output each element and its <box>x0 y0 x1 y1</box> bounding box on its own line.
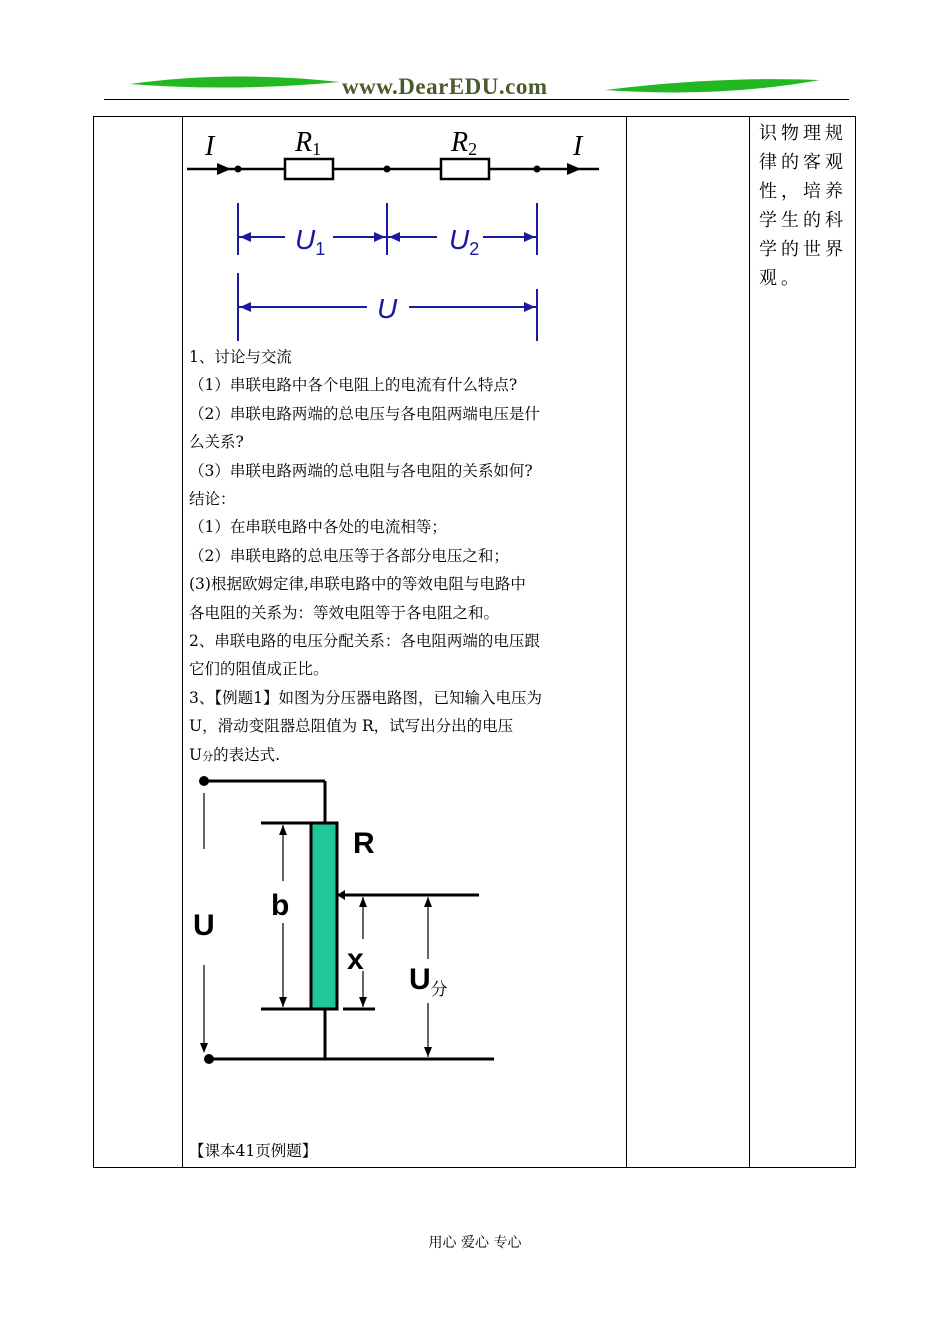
textbook-reference: 【课本41页例题】 <box>189 1142 318 1160</box>
section3-line3: U分的表达式. <box>189 745 281 764</box>
label-u: U <box>193 909 215 942</box>
question-2-line1: （2）串联电路两端的总电压与各电阻两端电压是什 <box>189 404 540 423</box>
input-terminal-top <box>199 776 209 786</box>
node-a <box>235 166 242 173</box>
conclusion-title: 结论： <box>189 490 236 509</box>
side-note-cell <box>750 117 856 1168</box>
x-arrowhead-down-icon <box>359 997 367 1007</box>
section1-title: 1、讨论与交流 <box>189 348 292 366</box>
question-3: （3）串联电路两端的总电阻与各电阻的关系如何? <box>189 461 533 480</box>
blank-left-cell <box>94 117 183 1168</box>
section3-line2: U，滑动变阻器总阻值为 R，试写出分出的电压 <box>189 717 514 736</box>
left-swoosh-icon <box>130 76 340 87</box>
side-note-text: 识物理规律的客观性，培养学生的科学的世界观。 <box>759 123 847 289</box>
current-label-right: I <box>573 131 583 162</box>
right-swoosh-icon <box>605 79 820 92</box>
conclusion-2: （2）串联电路的总电压等于各部分电压之和； <box>189 546 509 565</box>
uout-arrowhead-down-icon <box>424 1047 432 1057</box>
r1-label: R1 <box>295 127 322 159</box>
u2-arrowhead-right-icon <box>524 232 535 242</box>
section2-line2: 它们的阻值成正比。 <box>189 660 329 679</box>
u1-arrowhead-left-icon <box>240 232 251 242</box>
voltage-divider-diagram <box>187 769 507 1069</box>
node-b <box>384 166 391 173</box>
u1-label: $U_1$ <box>295 224 326 259</box>
question-1: （1）串联电路中各个电阻上的电流有什么特点? <box>189 376 518 395</box>
content-cell <box>183 117 627 1168</box>
u-total-label: U <box>377 293 398 324</box>
series-circuit-diagram <box>187 121 607 343</box>
label-x: x <box>347 943 364 976</box>
node-c <box>534 166 541 173</box>
label-r: R <box>353 827 375 860</box>
site-logo-text: www.DearEDU.com <box>342 74 548 99</box>
lesson-text <box>189 343 619 771</box>
conclusion-1: （1）在串联电路中各处的电流相等； <box>189 518 447 537</box>
conclusion-3-line1: (3)根据欧姆定律,串联电路中的等效电阻与电路中 <box>189 575 526 594</box>
blank-middle-cell <box>627 117 750 1168</box>
b-arrowhead-up-icon <box>279 825 287 835</box>
page-header <box>0 0 950 110</box>
r2-label: R2 <box>451 127 478 159</box>
resistor-r2 <box>441 159 489 179</box>
question-2-line2: 么关系? <box>189 433 244 452</box>
x-arrowhead-up-icon <box>359 897 367 907</box>
header-rule <box>104 99 849 100</box>
rheostat-resistor <box>311 823 337 1009</box>
current-arrow-right-icon <box>567 163 581 175</box>
section3-line1: 3、【例题1】如图为分压器电路图，已知输入电压为 <box>189 688 542 707</box>
label-u-out: $U_分$ <box>409 963 448 999</box>
current-arrow-left-icon <box>217 163 231 175</box>
u-arrowhead-down-icon <box>200 1043 208 1053</box>
u2-label: $U_2$ <box>449 224 480 259</box>
current-label-left: I <box>205 131 215 162</box>
b-arrowhead-down-icon <box>279 997 287 1007</box>
uout-arrowhead-up-icon <box>424 897 432 907</box>
u1-arrowhead-right-icon <box>374 232 385 242</box>
u-arrowhead-right-icon <box>524 302 535 312</box>
lesson-table <box>93 116 856 1168</box>
resistor-r1 <box>285 159 333 179</box>
conclusion-3-line2: 各电阻的关系为：等效电阻等于各电阻之和。 <box>189 603 500 622</box>
input-terminal-bottom <box>204 1054 214 1064</box>
page-footer: 用心 爱心 专心 <box>428 1235 522 1251</box>
u2-arrowhead-left-icon <box>389 232 400 242</box>
label-b: b <box>271 889 290 922</box>
u-arrowhead-left-icon <box>240 302 251 312</box>
section2-line1: 2、串联电路的电压分配关系：各电阻两端的电压跟 <box>189 632 540 651</box>
